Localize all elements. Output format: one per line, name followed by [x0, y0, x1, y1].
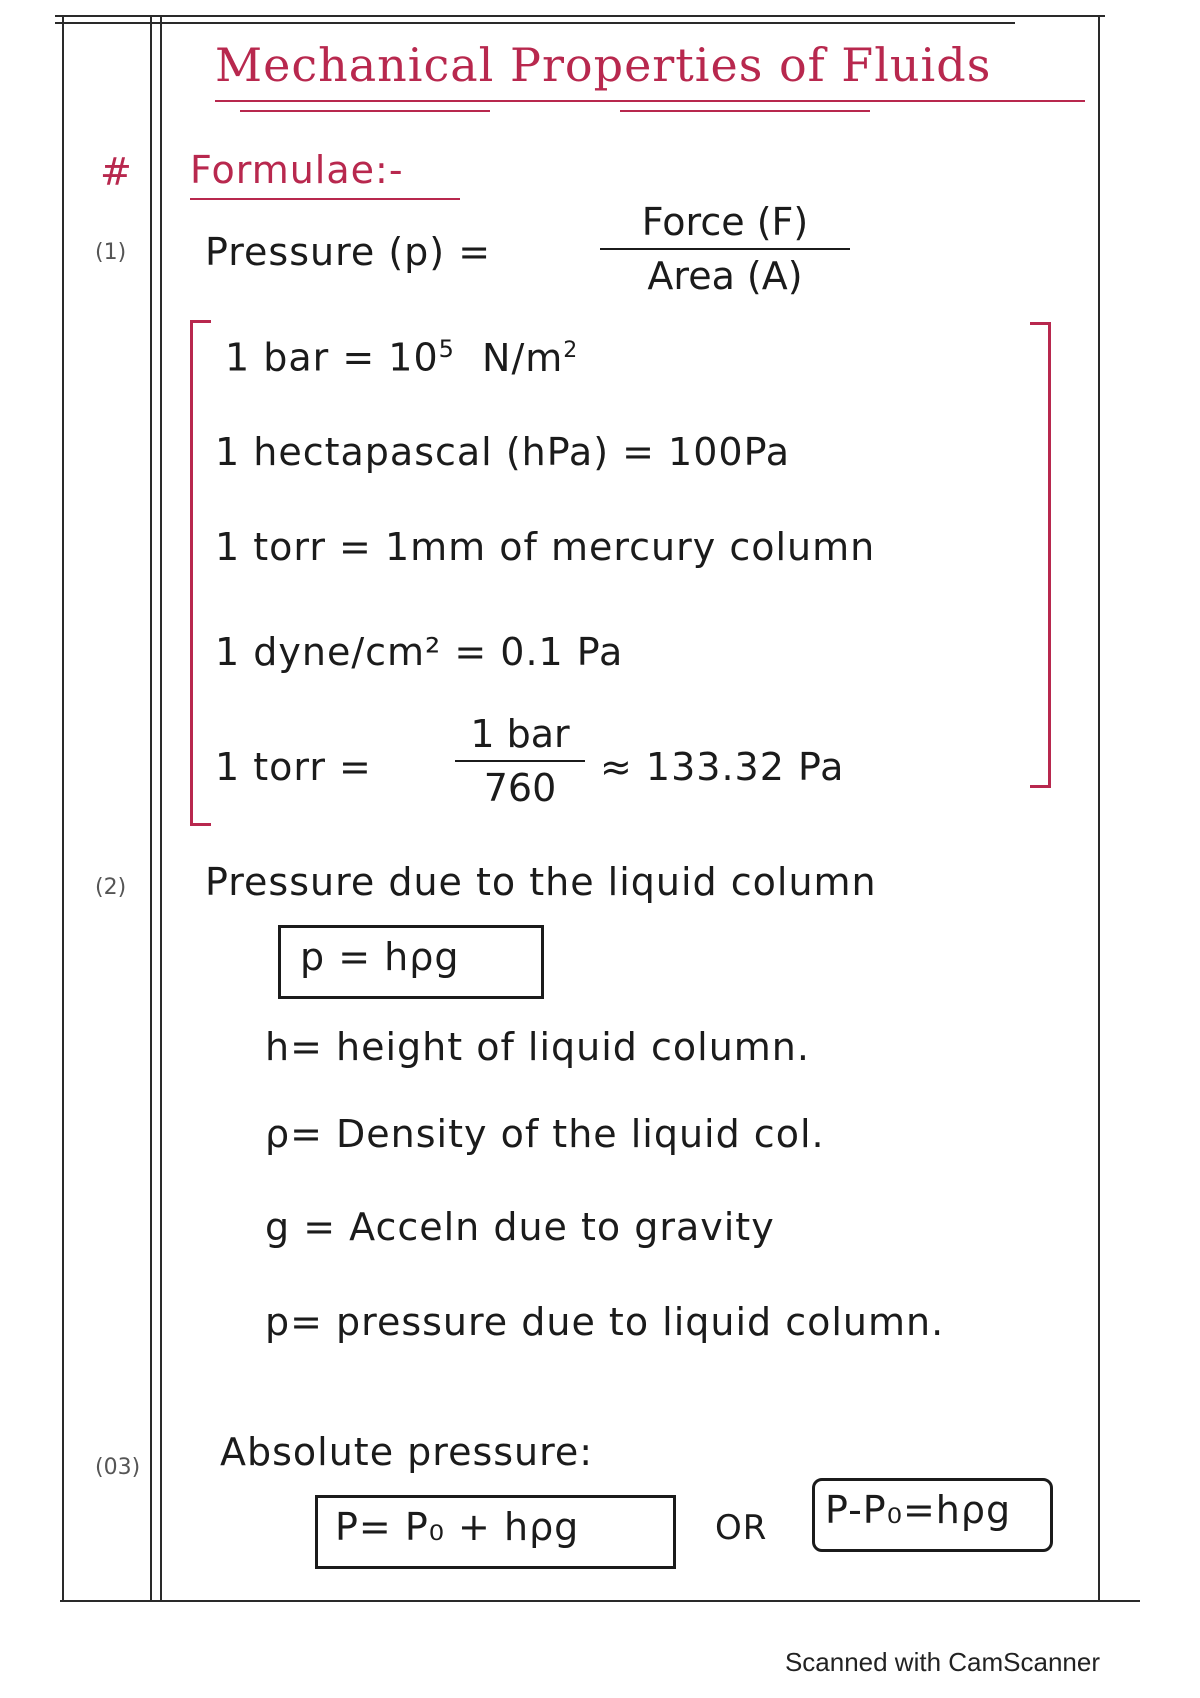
bar-conversion: [225, 335, 578, 380]
torr-bar-rhs: ≈ 133.32 Pa: [600, 745, 845, 789]
absolute-pressure-formula-b: P-P₀=hρg: [825, 1488, 1012, 1532]
pressure-formula-lhs: Pressure (p) =: [205, 230, 492, 274]
left-margin-rule-2: [150, 15, 152, 1600]
bar-exponent: 5: [438, 335, 455, 363]
dyne-conversion: 1 dyne/cm² = 0.1 Pa: [215, 630, 624, 674]
bar-lhs: 1 bar = 10: [225, 335, 439, 380]
torr-bar-numerator: 1 bar: [470, 712, 570, 756]
bar-unit: N/m: [482, 335, 564, 380]
bottom-rule: [60, 1600, 1140, 1602]
pressure-denominator: Area (A): [647, 254, 803, 298]
left-margin-rule-3: [160, 15, 162, 1600]
liquid-column-heading: Pressure due to the liquid column: [205, 860, 877, 904]
page-title: Mechanical Properties of Fluids: [215, 38, 992, 92]
absolute-pressure-heading: Absolute pressure:: [220, 1430, 594, 1474]
title-underline: [215, 100, 1085, 102]
item-marker-1: (1): [95, 240, 127, 265]
item-marker-3: (03): [95, 1455, 141, 1480]
torr-bar-fraction: [455, 712, 585, 810]
hectopascal-conversion: 1 hectapascal (hPa) = 100Pa: [215, 430, 791, 474]
definition-h: h= height of liquid column.: [265, 1025, 810, 1069]
title-underline-3: [620, 110, 870, 112]
fraction-bar: [600, 248, 850, 250]
left-margin-rule: [62, 15, 64, 1600]
units-bracket-left: [190, 320, 211, 826]
title-underline-2: [240, 110, 490, 112]
scanner-footer: Scanned with CamScanner: [784, 1647, 1100, 1677]
definition-rho: ρ= Density of the liquid col.: [265, 1112, 825, 1156]
heading-underline: [190, 198, 460, 200]
or-label: OR: [715, 1508, 768, 1548]
torr-bar-lhs: 1 torr =: [215, 745, 372, 789]
torr-bar-denominator: 760: [483, 766, 557, 810]
top-rule: [55, 15, 1105, 17]
hash-marker: #: [100, 150, 133, 194]
item-marker-2: (2): [95, 875, 127, 900]
liquid-pressure-formula: p = hρg: [300, 935, 460, 979]
top-rule-2: [55, 22, 1015, 24]
definition-p: p= pressure due to liquid column.: [265, 1300, 945, 1344]
definition-g: g = Acceln due to gravity: [265, 1205, 775, 1249]
pressure-numerator: Force (F): [641, 200, 809, 244]
torr-conversion: 1 torr = 1mm of mercury column: [215, 525, 876, 569]
absolute-pressure-formula-a: P= P₀ + hρg: [335, 1505, 580, 1549]
torr-fraction-bar: [455, 760, 585, 762]
pressure-fraction: [600, 200, 850, 298]
formulae-heading: Formulae:-: [190, 148, 404, 192]
right-margin-rule: [1098, 15, 1100, 1600]
units-bracket-right: [1030, 322, 1051, 788]
bar-unit-exponent: 2: [563, 338, 579, 363]
